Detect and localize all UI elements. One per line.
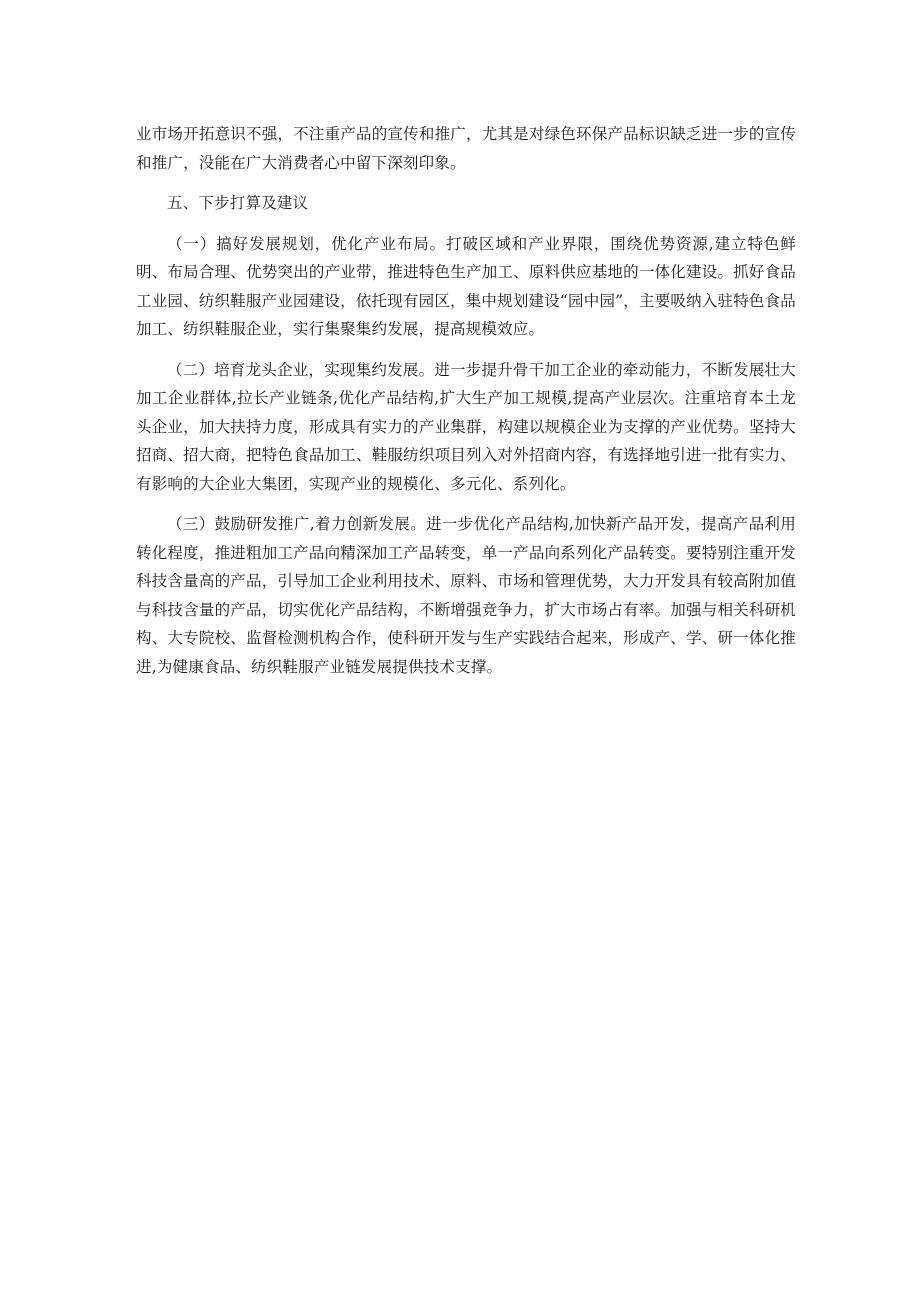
paragraph-leading-enterprises: （二）培育龙头企业，实现集约发展。进一步提升骨干加工企业的牵动能力，不断发展壮大加工企业群体,拉长产业链条,优化产品结构,扩大生产加工规模,提高产业层次。注重培育本土龙头企业，加大扶持力度，形成具有实力的产业集群，构建以规模企业为支撑的产业优势。坚持大招商、招大商，把特色食品加工、鞋服纺织项目列入对外招商内容，有选择地引进一批有实力、有影响的大企业大集团，实现产业的规模化、多元化、系列化。 <box>136 360 796 493</box>
section-heading: 五、下步打算及建议 <box>167 194 309 212</box>
paragraph-research-innovation: （三）鼓励研发推广,着力创新发展。进一步优化产品结构,加快新产品开发，提高产品利用转化程度，推进粗加工产品向精深加工产品转变，单一产品向系列化产品转变。要特别注重开发科技含量高的产品，引导加工企业利用技术、原料、市场和管理优势，大力开发具有较高附加值与科技含量的产品，切实优化产品结构，不断增强竞争力，扩大市场占有率。加强与相关科研机构、大专院校、监督检测机构合作，使科研开发与生产实践结合起来，形成产、学、研一体化推进,为健康食品、纺织鞋服产业链发展提供技术支撑。 <box>136 515 796 676</box>
document-body <box>136 120 796 693</box>
paragraph-continuation: 业市场开拓意识不强，不注重产品的宣传和推广，尤其是对绿色环保产品标识缺乏进一步的宣传和推广，没能在广大消费者心中留下深刻印象。 <box>136 125 796 172</box>
paragraph-plan-layout: （一）搞好发展规划，优化产业布局。打破区域和产业界限，围绕优势资源,建立特色鲜明、布局合理、优势突出的产业带，推进特色生产加工、原料供应基地的一体化建设。抓好食品工业园、纺织鞋服产业园建设，依托现有园区，集中规划建设“园中园”，主要吸纳入驻特色食品加工、纺织鞋服企业，实行集聚集约发展，提高规模效应。 <box>136 234 796 338</box>
